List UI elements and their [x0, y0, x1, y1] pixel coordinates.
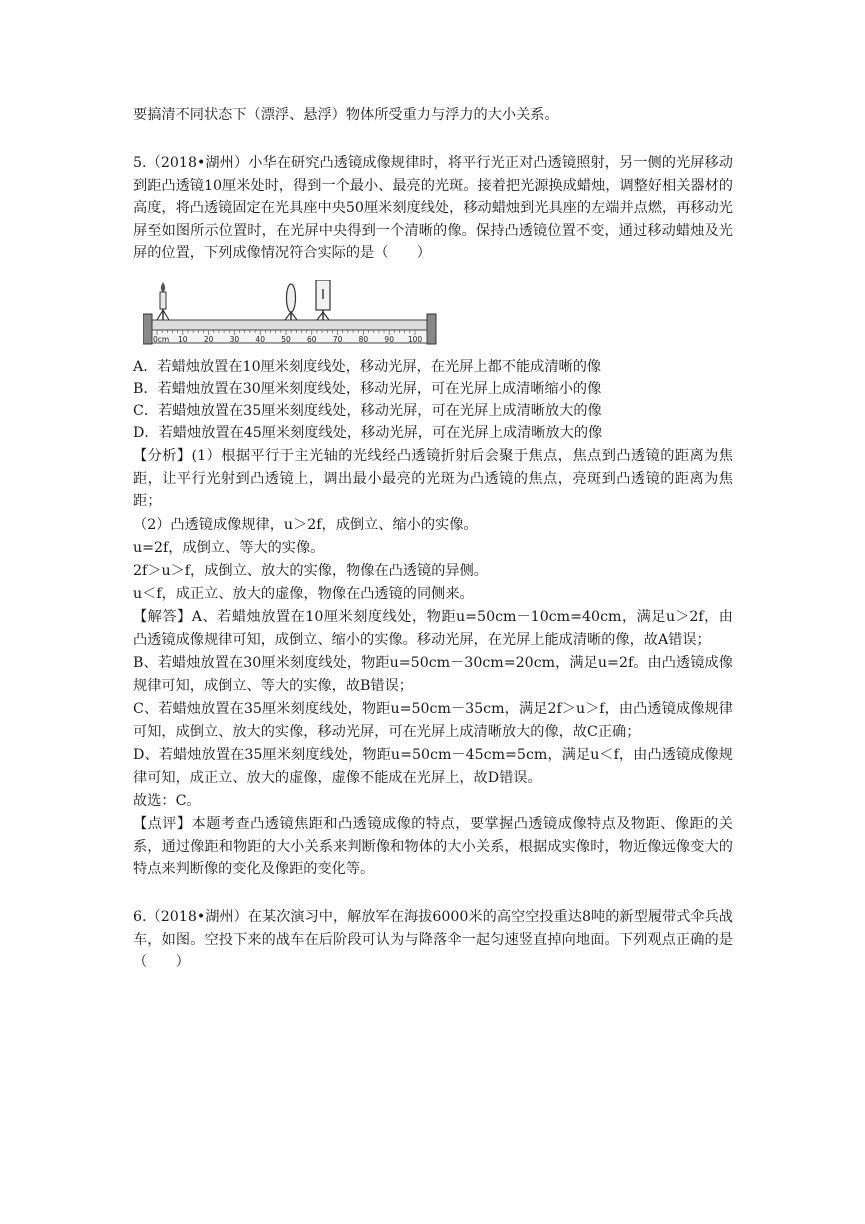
candle-flame-icon — [161, 282, 166, 292]
answer-b: B、若蜡烛放置在30厘米刻度线处，物距u=50cm－30cm=20cm，满足u=2f。由凸透镜成像规律可知，成倒立、等大的实像，故B错误； — [133, 655, 733, 694]
analysis-rule-2: u=2f，成倒立、等大的实像。 — [133, 540, 325, 556]
analysis-rule-3: 2f＞u＞f，成倒立、放大的实像，物像在凸透镜的异侧。 — [133, 563, 488, 579]
screen-holder — [317, 310, 329, 320]
question-5-stem: 5.（2018•湖州）小华在研究凸透镜成像规律时，将平行光正对凸透镜照射，另一侧的光屏移动到距凸透镜10厘米处时，得到一个最小、最亮的光斑。接着把光源换成蜡烛，调整好相关器材的高度，将凸透镜固定在光具座中央50厘米刻度线处，移动蜡烛到光具座的左端并点燃，再移动光屏至如图所示位置时，在光屏中央得到一个清晰的像。保持凸透镜位置不变，通过移动蜡烛及光屏的位置，下列成像情况符合实际的是（ ） — [133, 155, 733, 262]
analysis-rule-4: u＜f，成正立、放大的虚像，物像在凸透镜的同侧来。 — [133, 586, 474, 602]
scale-tick-label: 10 — [178, 335, 188, 344]
candle — [160, 292, 166, 309]
option-d: D．若蜡烛放置在45厘米刻度线处，移动光屏，可在光屏上成清晰放大的像 — [133, 425, 603, 441]
comment: 【点评】本题考查凸透镜焦距和凸透镜成像的特点，要掌握凸透镜成像特点及物距、像距的关系，通过像距和物距的大小关系来判断像和物体的大小关系，根据成实像时，物近像远像变大的特点来判断像的变化及像距的变化等。 — [133, 816, 733, 878]
option-a: A．若蜡烛放置在10厘米刻度线处，移动光屏，在光屏上都不能成清晰的像 — [133, 359, 602, 375]
intro-line: 要搞清不同状态下（漂浮、悬浮）物体所受重力与浮力的大小关系。 — [133, 107, 559, 123]
question-6-stem: 6.（2018•湖州）在某次演习中，解放军在海拔6000米的高空空投重达8吨的新型履带式伞兵战车，如图。空投下来的战车在后阶段可认为与降落伞一起匀速竖直掉向地面。下列观点正确的是（ ） — [133, 909, 733, 971]
answer-choice: 故选：C。 — [133, 793, 201, 809]
option-c: C．若蜡烛放置在35厘米刻度线处，移动光屏，可在光屏上成清晰放大的像 — [133, 403, 602, 419]
scale-tick-label: 50 — [281, 335, 291, 344]
analysis-rule-1: （2）凸透镜成像规律，u＞2f，成倒立、缩小的实像。 — [133, 517, 478, 533]
scale-tick-label: 90 — [384, 335, 394, 344]
bench-right-end — [427, 314, 436, 344]
scale-tick-label: 0cm — [153, 335, 170, 344]
candle-holder — [157, 308, 169, 320]
convex-lens-icon — [287, 284, 296, 312]
scale-tick-label: 30 — [229, 335, 240, 344]
answer-d: D、若蜡烛放置在35厘米刻度线处，物距u=50cm－45cm=5cm，满足u＜f，由凸透镜成像规律可知，成正立、放大的虚像，虚像不能成在光屏上，故D错误。 — [133, 747, 733, 786]
bench-rail — [145, 320, 436, 330]
scale-tick-label: 40 — [255, 335, 265, 344]
scale-tick-label: 100 — [407, 335, 423, 344]
scale-tick-label: 70 — [332, 335, 343, 344]
analysis-part-1: 【分析】(1）根据平行于主光轴的光线经凸透镜折射后会聚于焦点，焦点到凸透镜的距离为焦距，让平行光射到凸透镜上，调出最小最亮的光斑为凸透镜的焦点，亮斑到凸透镜的距离为焦距； — [133, 448, 733, 510]
scale-tick-label: 20 — [203, 335, 214, 344]
bench-left-end — [143, 314, 152, 344]
scale-tick-label: 80 — [358, 335, 369, 344]
scale-tick-label: 60 — [307, 335, 317, 344]
option-b: B．若蜡烛放置在30厘米刻度线处，移动光屏，可在光屏上成清晰缩小的像 — [133, 381, 602, 397]
answer-c: C、若蜡烛放置在35厘米刻度线处，物距u=50cm－35cm，满足2f＞u＞f，由凸透镜成像规律可知，成倒立、放大的实像，移动光屏，可在光屏上成清晰放大的像，故C正确； — [133, 701, 733, 740]
optical-bench-diagram — [143, 280, 438, 350]
answer-a: 【解答】A、若蜡烛放置在10厘米刻度线处，物距u=50cm－10cm=40cm，满足u＞2f，由凸透镜成像规律可知，成倒立、缩小的实像。移动光屏，在光屏上能成清晰的像，故A错误； — [133, 609, 733, 648]
